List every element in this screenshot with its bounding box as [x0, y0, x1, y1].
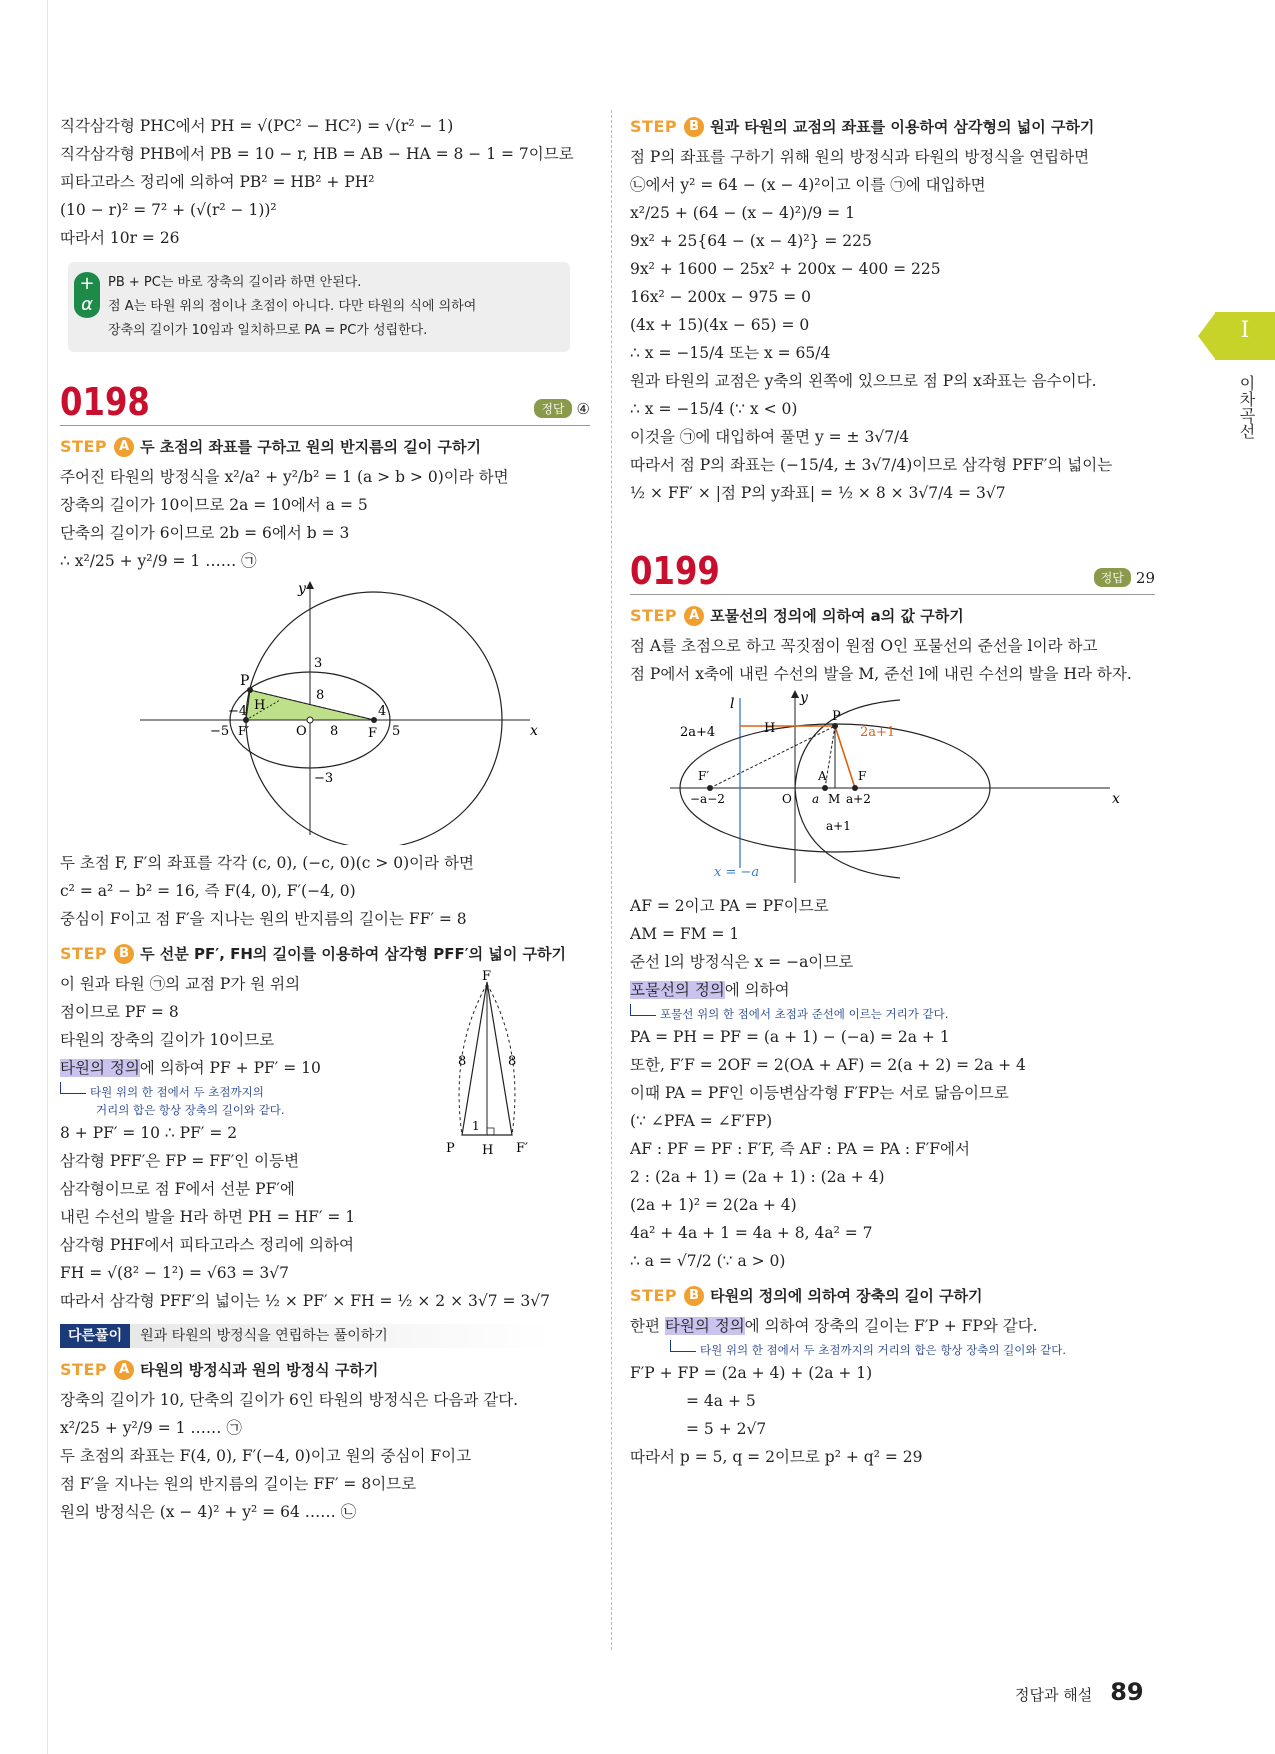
note-line: 점 A는 타원 위의 점이나 초점이 아니다. 다만 타원의 식에 의하여 [108, 299, 477, 314]
text-line: 중심이 F이고 점 F′을 지나는 원의 반지름의 길이는 FF′ = 8 [60, 910, 467, 928]
step-b-body [60, 970, 590, 1315]
highlight-term: 타원의 정의 [60, 1059, 140, 1077]
column-separator [611, 110, 612, 1650]
step-title: 타원의 방정식과 원의 방정식 구하기 [140, 1361, 379, 1379]
parabola [795, 700, 900, 788]
plus-icon-top: + [74, 272, 100, 295]
step-letter: B [684, 1286, 704, 1306]
note-box [68, 262, 570, 352]
text-line: AF = 2이고 PA = PF이므로 [630, 897, 829, 915]
text-line: 피타고라스 정리에 의하여 PB² = HB² + PH² [60, 173, 375, 191]
graph-label: F [858, 769, 867, 783]
problem-0198-header [60, 382, 590, 426]
text-line: ∴ x = −15/4 또는 x = 65/4 [630, 344, 831, 362]
text-line: 직각삼각형 PHB에서 PB = 10 − r, HB = AB − HA = 8 − 1 = 7이므로 [60, 145, 574, 163]
text-line: 8 + PF′ = 10 ∴ PF′ = 2 [60, 1124, 238, 1142]
text-line: 삼각형 PHF에서 피타고라스 정리에 의하여 [60, 1236, 354, 1254]
text-line: 타원의 장축의 길이가 10이므로 [60, 1031, 275, 1049]
step-letter: B [684, 117, 704, 137]
text-line: (∵ ∠PFA = ∠F′FP) [630, 1112, 773, 1130]
graph-label: 2a+1 [860, 725, 896, 740]
step-letter: B [114, 944, 134, 964]
text-line: 9x² + 25{64 − (x − 4)²} = 225 [630, 232, 872, 250]
margin-line [47, 0, 48, 1754]
graph-label: l [730, 696, 735, 712]
graph-label: 3 [314, 656, 323, 671]
tri-label: 1 [472, 1119, 480, 1133]
graph-label: H [764, 721, 776, 736]
text-line: 두 초점 F, F′의 좌표를 각각 (c, 0), (−c, 0)(c > 0)이라 하면 [60, 854, 474, 872]
step-label: STEP [60, 944, 108, 963]
text-line: ½ × FF′ × |점 P의 y좌표| = ½ × 8 × 3√7/4 = 3√7 [630, 484, 1006, 502]
graph-label: −4 [228, 704, 248, 719]
text-line: c² = a² − b² = 16, 즉 F(4, 0), F′(−4, 0) [60, 882, 356, 900]
graph-label: a+2 [846, 792, 871, 806]
graph-label: P [832, 709, 841, 724]
annotation [630, 1340, 1155, 1359]
graph-label: y [298, 581, 306, 597]
text-line: 원과 타원의 교점은 y축의 왼쪽에 있으므로 점 P의 x좌표는 음수이다. [630, 372, 1097, 390]
graph-label: 2a+4 [680, 725, 716, 740]
text-line [630, 1312, 1155, 1340]
graph-label: 8 [330, 724, 339, 739]
step-letter: A [684, 606, 704, 626]
text-line: 16x² − 200x − 975 = 0 [630, 288, 811, 306]
graph-label: −3 [314, 771, 334, 786]
text-line: ㉡에서 y² = 64 − (x − 4)²이고 이를 ㉠에 대입하면 [630, 176, 986, 194]
text-line: 점 F′을 지나는 원의 반지름의 길이는 FF′ = 8이므로 [60, 1475, 417, 1493]
text-line [630, 976, 1155, 1004]
annotation-text: 거리의 합은 항상 장축의 길이와 같다. [96, 1103, 285, 1117]
step-a-heading [60, 436, 590, 457]
text-line: 따라서 p = 5, q = 2이므로 p² + q² = 29 [630, 1448, 923, 1466]
step-label: STEP [630, 117, 678, 136]
text-fragment: 에 의하여 [724, 981, 790, 999]
annotation-text: 타원 위의 한 점에서 두 초점까지의 [90, 1085, 264, 1099]
annotation-text: 타원 위의 한 점에서 두 초점까지의 거리의 합은 항상 장축의 길이와 같다. [700, 1343, 1067, 1357]
graph-label: F′ [698, 769, 710, 783]
graph-label: 4 [378, 704, 387, 719]
note-line: 장축의 길이가 10임과 일치하므로 PA = PC가 성립한다. [108, 323, 428, 338]
text-line: FH = √(8² − 1²) = √63 = 3√7 [60, 1264, 289, 1282]
problem-number: 0198 [60, 380, 150, 424]
text-line: AM = FM = 1 [630, 925, 740, 943]
answer [534, 399, 590, 418]
text-line: 장축의 길이가 10, 단축의 길이가 6인 타원의 방정식은 다음과 같다. [60, 1391, 519, 1409]
text-fragment: 에 의하여 PF + PF′ = 10 [139, 1059, 321, 1077]
tri-label: 8 [458, 1054, 467, 1069]
graph-label: x [1112, 791, 1120, 807]
text-line: 또한, F′F = 2OF = 2(OA + AF) = 2(a + 2) = 2a + 4 [630, 1056, 1026, 1074]
alt-badge: 다른풀이 [60, 1324, 130, 1348]
text-line: = 4a + 5 [686, 1392, 756, 1410]
annotation [630, 1004, 1155, 1023]
text-line: 장축의 길이가 10이므로 2a = 10에서 a = 5 [60, 496, 368, 514]
text-line: ∴ x = −15/4 (∵ x < 0) [630, 400, 798, 418]
answer-value: ④ [576, 399, 590, 418]
ellipse-circle-graph [130, 575, 550, 845]
text-line: ∴ a = √7/2 (∵ a > 0) [630, 1252, 786, 1270]
highlight-term: 포물선의 정의 [630, 981, 725, 999]
step-label: STEP [630, 1286, 678, 1305]
step-letter: A [114, 437, 134, 457]
text-line: 점이므로 PF = 8 [60, 1003, 179, 1021]
graph-label: H [254, 698, 266, 713]
step-label: STEP [60, 1360, 108, 1379]
text-line: (4x + 15)(4x − 65) = 0 [630, 316, 810, 334]
highlight-term: 타원의 정의 [664, 1317, 745, 1335]
text-line: 이때 PA = PF인 이등변삼각형 F′FP는 서로 닮음이므로 [630, 1084, 1009, 1102]
text-line: 이 원과 타원 ㉠의 교점 P가 원 위의 [60, 975, 301, 993]
text-line: (2a + 1)² = 2(2a + 4) [630, 1196, 797, 1214]
answer-badge: 정답 [534, 399, 571, 418]
text-line: x²/25 + y²/9 = 1 …… ㉠ [60, 1419, 242, 1437]
text-line: 두 초점의 좌표는 F(4, 0), F′(−4, 0)이고 원의 중심이 F이고 [60, 1447, 472, 1465]
step-title: 타원의 정의에 의하여 장축의 길이 구하기 [710, 1287, 983, 1305]
left-column [60, 112, 590, 1526]
graph-label: a [812, 792, 820, 806]
annotation-arrow-icon [670, 1340, 696, 1352]
graph-label: x [530, 723, 538, 739]
graph-label: F [368, 726, 378, 741]
prev-solution-end [60, 112, 590, 252]
alternative-solution-heading [60, 1323, 590, 1349]
text-line: 삼각형이므로 점 F에서 선분 PF′에 [60, 1180, 295, 1198]
text-line: 따라서 점 P의 좌표는 (−15/4, ± 3√7/4)이므로 삼각형 PFF′의 넓이는 [630, 456, 1113, 474]
annotation-arrow-icon [60, 1082, 86, 1094]
text-line: (10 − r)² = 7² + (√(r² − 1))² [60, 201, 277, 219]
parabola-ellipse-graph [650, 688, 1130, 888]
note-line: PB + PC는 바로 장축의 길이라 하면 안된다. [108, 275, 362, 290]
graph-label: P [240, 673, 250, 689]
alt-title: 원과 타원의 방정식을 연립하는 풀이하기 [130, 1324, 550, 1348]
step-title: 두 초점의 좌표를 구하고 원의 반지름의 길이 구하기 [140, 438, 481, 456]
graph-label: A [818, 769, 827, 783]
text-fragment: 한편 [630, 1317, 665, 1335]
graph-label: O [296, 724, 307, 739]
problem-0199-header [630, 551, 1155, 595]
tri-label: F [482, 970, 492, 984]
text-line: 준선 l의 방정식은 x = −a이므로 [630, 953, 854, 971]
step-a2-heading [60, 1359, 590, 1380]
isosceles-triangle-figure [432, 970, 542, 1170]
alpha-icon-bottom: α [74, 295, 100, 318]
step-title: 두 선분 PF′, FH의 길이를 이용하여 삼각형 PFF′의 넓이 구하기 [140, 945, 567, 963]
text-line: 점 A를 초점으로 하고 꼭짓점이 원점 O인 포물선의 준선을 l이라 하고 [630, 637, 1098, 655]
text-line: 삼각형 PFF′은 FP = FF′인 이등변 [60, 1152, 300, 1170]
text-fragment: 에 의하여 장축의 길이는 F′P + FP와 같다. [744, 1317, 1038, 1335]
step-b-heading [60, 943, 590, 964]
tri-label: P [446, 1141, 455, 1156]
text-line: ∴ x²/25 + y²/9 = 1 …… ㉠ [60, 552, 257, 570]
right-column [630, 112, 1155, 1471]
tri-label: F′ [516, 1141, 528, 1156]
tri-label: 8 [508, 1054, 517, 1069]
text-line: 원의 방정식은 (x − 4)² + y² = 64 …… ㉡ [60, 1503, 357, 1521]
graph-label: x = −a [714, 865, 760, 880]
side-tab-numeral: I [1240, 318, 1250, 343]
text-line: = 5 + 2√7 [686, 1420, 767, 1438]
answer-badge: 정답 [1094, 568, 1131, 587]
footer [1015, 1678, 1144, 1706]
annotation-arrow-icon [630, 1004, 656, 1016]
text-line: 따라서 10r = 26 [60, 229, 180, 247]
text-line: x²/25 + (64 − (x − 4)²)/9 = 1 [630, 204, 855, 222]
text-line: 2 : (2a + 1) = (2a + 1) : (2a + 4) [630, 1168, 885, 1186]
graph-label: y [800, 690, 808, 706]
step-title: 원과 타원의 교점의 좌표를 이용하여 삼각형의 넓이 구하기 [710, 118, 1095, 136]
graph-label: O [782, 792, 792, 806]
page-number: 89 [1110, 1678, 1144, 1706]
answer [1094, 568, 1155, 587]
text-line: AF : PF = PF : F′F, 즉 AF : PA = PA : F′F에서 [630, 1140, 970, 1158]
graph-label: F′ [238, 724, 250, 738]
plus-alpha-icon [74, 272, 100, 318]
text-line: 따라서 삼각형 PFF′의 넓이는 ½ × PF′ × FH = ½ × 2 × 3√7 = 3√7 [60, 1292, 551, 1310]
graph-label: −a−2 [690, 792, 725, 806]
text-line: 점 P의 좌표를 구하기 위해 원의 방정식과 타원의 방정식을 연립하면 [630, 148, 1090, 166]
step-b2-heading [630, 116, 1155, 137]
text-line: 주어진 타원의 방정식을 x²/a² + y²/b² = 1 (a > b > 0)이라 하면 [60, 468, 509, 486]
text-line: 내린 수선의 발을 H라 하면 PH = HF′ = 1 [60, 1208, 356, 1226]
text-line: PA = PH = PF = (a + 1) − (−a) = 2a + 1 [630, 1028, 950, 1046]
text-line: 단축의 길이가 6이므로 2b = 6에서 b = 3 [60, 524, 350, 542]
graph-label: 8 [316, 688, 325, 703]
text-line: F′P + FP = (2a + 4) + (2a + 1) [630, 1364, 873, 1382]
step-a-heading [630, 605, 1155, 626]
step-b-heading [630, 1285, 1155, 1306]
problem-number: 0199 [630, 549, 720, 593]
footer-label: 정답과 해설 [1015, 1686, 1093, 1704]
step-label: STEP [60, 437, 108, 456]
text-line: 점 P에서 x축에 내린 수선의 발을 M, 준선 l에 내린 수선의 발을 H라 하자. [630, 665, 1132, 683]
graph-label: −5 [210, 724, 230, 739]
step-label: STEP [630, 606, 678, 625]
annotation-text: 포물선 위의 한 점에서 초점과 준선에 이르는 거리가 같다. [660, 1007, 949, 1021]
side-tab-flag [1198, 312, 1216, 360]
text-line: 이것을 ㉠에 대입하여 풀면 y = ± 3√7/4 [630, 428, 910, 446]
step-letter: A [114, 1360, 134, 1380]
step-title: 포물선의 정의에 의하여 a의 값 구하기 [710, 607, 964, 625]
tri-label: H [482, 1143, 494, 1158]
answer-value: 29 [1135, 568, 1155, 587]
graph-label: a+1 [826, 819, 851, 833]
graph-label: 5 [392, 724, 401, 739]
graph-label: M [828, 792, 841, 806]
side-tab-text: 이차곡선 [1237, 375, 1256, 439]
text-line: 4a² + 4a + 1 = 4a + 8, 4a² = 7 [630, 1224, 873, 1242]
text-line: 9x² + 1600 − 25x² + 200x − 400 = 225 [630, 260, 941, 278]
text-line: 직각삼각형 PHC에서 PH = √(PC² − HC²) = √(r² − 1) [60, 117, 454, 135]
